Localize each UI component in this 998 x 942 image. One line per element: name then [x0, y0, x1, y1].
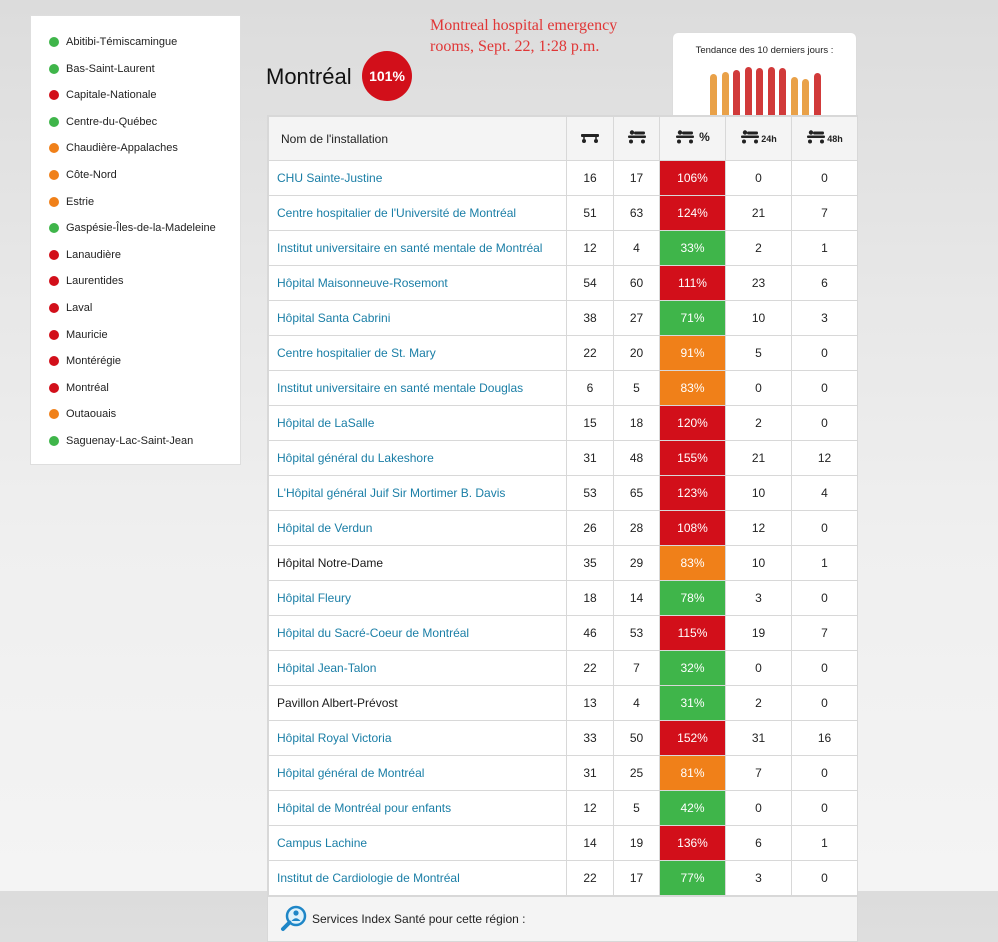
- hospital-link[interactable]: Hôpital de Montréal pour enfants: [277, 801, 452, 815]
- status-dot-icon: [49, 436, 59, 446]
- over-24h-cell: 0: [726, 791, 792, 826]
- stretchers-cell: 33: [567, 721, 614, 756]
- sidebar-item-region[interactable]: [49, 86, 157, 104]
- occupancy-cell: 33%: [660, 231, 726, 266]
- sidebar-item-region[interactable]: [49, 60, 155, 78]
- over-24h-cell: 0: [726, 651, 792, 686]
- hospital-link[interactable]: Centre hospitalier de l'Université de Montréal: [277, 206, 517, 220]
- trend-bar: [710, 74, 717, 116]
- hospital-name-cell: [269, 686, 567, 721]
- hospital-link[interactable]: Hôpital Royal Victoria: [277, 731, 392, 745]
- over-48h-cell: 0: [792, 581, 858, 616]
- hospital-link[interactable]: Institut universitaire en santé mentale de Montréal: [277, 241, 543, 255]
- hospital-table: [267, 115, 858, 942]
- hospital-name-cell: [269, 826, 567, 861]
- hospital-name-cell: [269, 756, 567, 791]
- hospital-link[interactable]: Hôpital de LaSalle: [277, 416, 375, 430]
- table-row: [269, 616, 858, 651]
- occupancy-cell: 83%: [660, 546, 726, 581]
- sidebar-item-region[interactable]: [49, 246, 121, 264]
- occupied-cell: 4: [614, 231, 660, 266]
- over-24h-cell: 10: [726, 301, 792, 336]
- occupancy-cell: 81%: [660, 756, 726, 791]
- occupied-cell: 28: [614, 511, 660, 546]
- occupancy-cell: 108%: [660, 511, 726, 546]
- table-row: [269, 651, 858, 686]
- region-label: Montérégie: [66, 355, 122, 368]
- over-24h-cell: 3: [726, 861, 792, 896]
- region-sidebar: [30, 15, 241, 465]
- stretchers-cell: 38: [567, 301, 614, 336]
- sidebar-item-region[interactable]: [49, 299, 92, 317]
- status-dot-icon: [49, 197, 59, 207]
- hospital-link[interactable]: CHU Sainte-Justine: [277, 171, 383, 185]
- status-dot-icon: [49, 223, 59, 233]
- table-row: [269, 476, 858, 511]
- hospital-link[interactable]: Hôpital général de Montréal: [277, 766, 425, 780]
- over-48h-cell: 0: [792, 861, 858, 896]
- hospital-name-cell: [269, 336, 567, 371]
- region-label: Gaspésie-Îles-de-la-Madeleine: [66, 222, 216, 235]
- table-row: [269, 791, 858, 826]
- occupied-cell: 50: [614, 721, 660, 756]
- sidebar-item-region[interactable]: [49, 219, 216, 237]
- hospital-name-cell: [269, 231, 567, 266]
- hospital-name-cell: [269, 476, 567, 511]
- hospital-link[interactable]: Institut universitaire en santé mentale Douglas: [277, 381, 524, 395]
- trend-bar: [756, 68, 763, 116]
- hospital-name-cell: [269, 371, 567, 406]
- stretcher-24h-icon: [740, 130, 760, 144]
- occupied-cell: 17: [614, 861, 660, 896]
- status-dot-icon: [49, 250, 59, 260]
- occupancy-cell: 115%: [660, 616, 726, 651]
- region-label: Montréal: [66, 381, 109, 394]
- region-label: Centre-du-Québec: [66, 115, 158, 128]
- occupancy-cell: 83%: [660, 371, 726, 406]
- occupancy-cell: 123%: [660, 476, 726, 511]
- trend-bar: [733, 70, 740, 116]
- stretchers-cell: 46: [567, 616, 614, 651]
- over-24h-cell: 0: [726, 371, 792, 406]
- column-header-occupied[interactable]: [614, 117, 660, 161]
- hospital-name-cell: [269, 196, 567, 231]
- occupancy-cell: 124%: [660, 196, 726, 231]
- 48h-label: 48h: [827, 134, 843, 144]
- table-row: [269, 721, 858, 756]
- magnifier-person-icon[interactable]: [280, 905, 308, 933]
- trend-bar: [802, 79, 809, 116]
- occupied-cell: 48: [614, 441, 660, 476]
- annotation: [430, 15, 670, 57]
- table-row: [269, 231, 858, 266]
- over-24h-cell: 10: [726, 476, 792, 511]
- stretchers-cell: 51: [567, 196, 614, 231]
- hospital-link[interactable]: Hôpital Santa Cabrini: [277, 311, 391, 325]
- trend-card: [672, 32, 857, 116]
- sidebar-item-region[interactable]: [49, 166, 117, 184]
- occupied-cell: 63: [614, 196, 660, 231]
- sidebar-item-region[interactable]: [49, 432, 193, 450]
- status-dot-icon: [49, 330, 59, 340]
- hospital-name-cell: [269, 406, 567, 441]
- trend-bar: [722, 72, 729, 116]
- column-header-name[interactable]: Nom de l'installation: [269, 117, 567, 161]
- table-body: [269, 161, 858, 896]
- sidebar-item-region[interactable]: [49, 405, 116, 423]
- over-48h-cell: 4: [792, 476, 858, 511]
- occupied-cell: 60: [614, 266, 660, 301]
- status-dot-icon: [49, 117, 59, 127]
- sidebar-item-region[interactable]: [49, 139, 178, 157]
- stretcher-occupancy-icon: [675, 130, 695, 144]
- stretcher-icon: [580, 130, 600, 144]
- occupancy-cell: 78%: [660, 581, 726, 616]
- table-row: [269, 406, 858, 441]
- occupancy-cell: 120%: [660, 406, 726, 441]
- hospital-name-cell: [269, 546, 567, 581]
- hospital-name-cell: [269, 791, 567, 826]
- over-48h-cell: 0: [792, 406, 858, 441]
- hospital-name-cell: [269, 616, 567, 651]
- stretchers-cell: 15: [567, 406, 614, 441]
- over-24h-cell: 31: [726, 721, 792, 756]
- table-row: [269, 511, 858, 546]
- hospital-link[interactable]: Hôpital général du Lakeshore: [277, 451, 434, 465]
- hospital-name-cell: [269, 266, 567, 301]
- occupied-cell: 20: [614, 336, 660, 371]
- occupied-cell: 53: [614, 616, 660, 651]
- status-dot-icon: [49, 143, 59, 153]
- hospital-link[interactable]: Hôpital de Verdun: [277, 521, 373, 535]
- occupied-cell: 14: [614, 581, 660, 616]
- over-24h-cell: 2: [726, 406, 792, 441]
- occupancy-cell: 31%: [660, 686, 726, 721]
- status-dot-icon: [49, 90, 59, 100]
- over-24h-cell: 21: [726, 441, 792, 476]
- hospital-name-cell: [269, 511, 567, 546]
- over-48h-cell: 3: [792, 301, 858, 336]
- sidebar-item-region[interactable]: [49, 326, 108, 344]
- sidebar-item-region[interactable]: [49, 352, 121, 370]
- over-24h-cell: 19: [726, 616, 792, 651]
- services-footer: [268, 896, 857, 941]
- sidebar-item-region[interactable]: [49, 33, 177, 51]
- sidebar-item-region[interactable]: [49, 113, 157, 131]
- trend-bar: [745, 67, 752, 116]
- trend-bar: [779, 68, 786, 116]
- occupancy-cell: 91%: [660, 336, 726, 371]
- region-label: Bas-Saint-Laurent: [66, 62, 155, 75]
- hospital-name-cell: [269, 301, 567, 336]
- occupancy-cell: 77%: [660, 861, 726, 896]
- over-24h-cell: 2: [726, 231, 792, 266]
- over-24h-cell: 3: [726, 581, 792, 616]
- region-label: Capitale-Nationale: [66, 89, 157, 102]
- hospital-name-cell: [269, 721, 567, 756]
- sidebar-item-region[interactable]: [49, 379, 109, 397]
- occupied-cell: 25: [614, 756, 660, 791]
- stretchers-cell: 16: [567, 161, 614, 196]
- status-dot-icon: [49, 303, 59, 313]
- over-24h-cell: 23: [726, 266, 792, 301]
- table-row: [269, 546, 858, 581]
- occupied-stretcher-icon: [627, 130, 647, 144]
- occupied-cell: 5: [614, 371, 660, 406]
- over-48h-cell: 0: [792, 511, 858, 546]
- over-24h-cell: 0: [726, 161, 792, 196]
- trend-bar: [791, 77, 798, 116]
- table-row: [269, 336, 858, 371]
- occupied-cell: 17: [614, 161, 660, 196]
- region-title: Montréal: [266, 64, 352, 89]
- region-label: Saguenay-Lac-Saint-Jean: [66, 435, 194, 447]
- hospital-link[interactable]: Hôpital Maisonneuve-Rosemont: [277, 276, 448, 290]
- annotation-line-1: Montreal hospital emergency: [430, 17, 618, 34]
- status-dot-icon: [49, 356, 59, 366]
- hospital-link[interactable]: L'Hôpital général Juif Sir Mortimer B. Davis: [277, 486, 506, 500]
- over-48h-cell: 6: [792, 266, 858, 301]
- stretchers-cell: 22: [567, 651, 614, 686]
- occupancy-badge: 101%: [362, 51, 412, 101]
- occupancy-cell: 155%: [660, 441, 726, 476]
- occupied-cell: 7: [614, 651, 660, 686]
- trend-bar: [768, 67, 775, 116]
- occupancy-cell: 152%: [660, 721, 726, 756]
- status-dot-icon: [49, 64, 59, 74]
- over-24h-cell: 10: [726, 546, 792, 581]
- hospital-link[interactable]: Hôpital du Sacré-Coeur de Montréal: [277, 626, 470, 640]
- stretchers-cell: 53: [567, 476, 614, 511]
- status-dot-icon: [49, 170, 59, 180]
- occupancy-cell: 42%: [660, 791, 726, 826]
- column-header-24h[interactable]: [726, 117, 792, 161]
- hospital-name-cell: [269, 651, 567, 686]
- status-dot-icon: [49, 409, 59, 419]
- column-header-stretchers[interactable]: [567, 117, 614, 161]
- over-48h-cell: 16: [792, 721, 858, 756]
- over-48h-cell: 0: [792, 686, 858, 721]
- table-row: [269, 826, 858, 861]
- hospital-link[interactable]: Hôpital Jean-Talon: [277, 661, 377, 675]
- stretchers-cell: 6: [567, 371, 614, 406]
- hospital-link[interactable]: Institut de Cardiologie de Montréal: [277, 871, 460, 885]
- over-24h-cell: 12: [726, 511, 792, 546]
- status-dot-icon: [49, 37, 59, 47]
- stretchers-cell: 13: [567, 686, 614, 721]
- annotation-line-2: rooms, Sept. 22, 1:28 p.m.: [430, 38, 600, 55]
- services-label: Services Index Santé pour cette région :: [312, 912, 526, 926]
- hospital-name: Pavillon Albert-Prévost: [277, 696, 398, 710]
- stretchers-cell: 18: [567, 581, 614, 616]
- status-dot-icon: [49, 383, 59, 393]
- trend-bar: [814, 73, 821, 116]
- over-48h-cell: 7: [792, 616, 858, 651]
- occupied-cell: 19: [614, 826, 660, 861]
- trend-bars: [673, 56, 856, 116]
- over-48h-cell: 0: [792, 756, 858, 791]
- over-24h-cell: 5: [726, 336, 792, 371]
- over-48h-cell: 7: [792, 196, 858, 231]
- table-row: [269, 861, 858, 896]
- stretchers-cell: 22: [567, 336, 614, 371]
- table-row: [269, 581, 858, 616]
- stretchers-cell: 14: [567, 826, 614, 861]
- stretchers-cell: 31: [567, 756, 614, 791]
- column-header-48h[interactable]: [792, 117, 858, 161]
- occupied-cell: 5: [614, 791, 660, 826]
- region-label: Chaudière-Appalaches: [66, 142, 178, 155]
- occupancy-cell: 106%: [660, 161, 726, 196]
- over-24h-cell: 6: [726, 826, 792, 861]
- occupancy-cell: 136%: [660, 826, 726, 861]
- hospital-name-cell: [269, 161, 567, 196]
- occupied-cell: 4: [614, 686, 660, 721]
- occupancy-cell: 71%: [660, 301, 726, 336]
- region-label: Lanaudière: [66, 248, 122, 261]
- hospital-name-cell: [269, 581, 567, 616]
- table-row: [269, 301, 858, 336]
- hospital-name-cell: [269, 861, 567, 896]
- region-label: Laval: [66, 302, 93, 314]
- sidebar-item-region[interactable]: [49, 193, 94, 211]
- table-row: [269, 161, 858, 196]
- occupied-cell: 27: [614, 301, 660, 336]
- region-label: Laurentides: [66, 275, 124, 288]
- region-label: Côte-Nord: [66, 169, 117, 181]
- over-48h-cell: 0: [792, 161, 858, 196]
- table-row: [269, 266, 858, 301]
- trend-title: Tendance des 10 derniers jours :: [695, 45, 834, 56]
- occupancy-percent-label: %: [699, 130, 710, 144]
- over-48h-cell: 0: [792, 791, 858, 826]
- table-header-row: [269, 117, 858, 161]
- over-48h-cell: 0: [792, 651, 858, 686]
- 24h-label: 24h: [761, 134, 777, 144]
- over-24h-cell: 21: [726, 196, 792, 231]
- sidebar-item-region[interactable]: [49, 272, 124, 290]
- status-dot-icon: [49, 276, 59, 286]
- stretchers-cell: 31: [567, 441, 614, 476]
- over-24h-cell: 2: [726, 686, 792, 721]
- column-header-occupancy[interactable]: [660, 117, 726, 161]
- hospital-link[interactable]: Centre hospitalier de St. Mary: [277, 346, 436, 360]
- over-48h-cell: 1: [792, 826, 858, 861]
- stretchers-cell: 12: [567, 791, 614, 826]
- occupied-cell: 65: [614, 476, 660, 511]
- stretchers-cell: 26: [567, 511, 614, 546]
- stretchers-cell: 54: [567, 266, 614, 301]
- over-48h-cell: 1: [792, 546, 858, 581]
- over-48h-cell: 1: [792, 231, 858, 266]
- hospital-link[interactable]: Campus Lachine: [277, 836, 368, 850]
- over-48h-cell: 0: [792, 336, 858, 371]
- stretchers-cell: 22: [567, 861, 614, 896]
- over-48h-cell: 0: [792, 371, 858, 406]
- table-row: [269, 686, 858, 721]
- stretchers-cell: 12: [567, 231, 614, 266]
- stretchers-cell: 35: [567, 546, 614, 581]
- occupancy-cell: 111%: [660, 266, 726, 301]
- over-48h-cell: 12: [792, 441, 858, 476]
- region-label: Estrie: [66, 195, 95, 208]
- region-label: Abitibi-Témiscamingue: [66, 36, 178, 48]
- occupied-cell: 18: [614, 406, 660, 441]
- table-row: [269, 371, 858, 406]
- region-label: Outaouais: [66, 408, 117, 421]
- occupancy-cell: 32%: [660, 651, 726, 686]
- table-row: [269, 196, 858, 231]
- table-row: [269, 441, 858, 476]
- hospital-link[interactable]: Hôpital Fleury: [277, 591, 352, 605]
- region-label: Mauricie: [66, 328, 108, 341]
- hospital-name: Hôpital Notre-Dame: [277, 556, 384, 570]
- stretcher-48h-icon: [806, 130, 826, 144]
- hospital-name-cell: [269, 441, 567, 476]
- over-24h-cell: 7: [726, 756, 792, 791]
- table-row: [269, 756, 858, 791]
- occupied-cell: 29: [614, 546, 660, 581]
